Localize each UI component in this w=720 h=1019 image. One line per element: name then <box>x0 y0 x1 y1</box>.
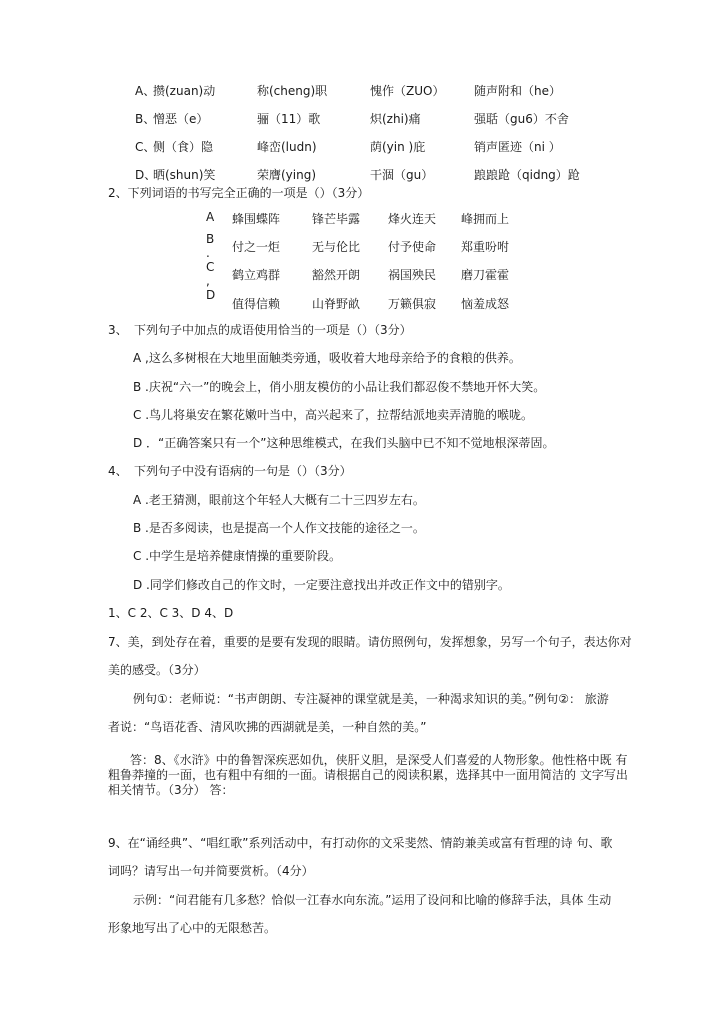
q2-letter-a: A <box>206 210 215 224</box>
q2-word: 值得信赖 <box>232 297 281 311</box>
q8-line3: 相关情节。（3分） 答： <box>108 783 234 797</box>
q2-word: 郑重吩咐 <box>461 240 510 254</box>
q1-d-label: D、 <box>135 168 157 182</box>
q4-stem: 下列句子中没有语病的一句是（）（3分） <box>134 464 352 478</box>
q2-word: 鹤立鸡群 <box>232 268 281 282</box>
q3-option-d: D ．“正确答案只有一个”这种思维模式，在我们头脑中已不知不觉地根深蒂固。 <box>133 436 555 450</box>
q4-option-c: C .中学生是培养健康情操的重要阶段。 <box>133 549 342 563</box>
q1-a-label: A、 <box>135 84 156 98</box>
q4-option-a: A .老王猜测，眼前这个年轻人大概有二十三四岁左右。 <box>133 493 425 507</box>
q2-word: 烽火连天 <box>388 212 437 226</box>
q2-word: 山脊野畝 <box>312 297 361 311</box>
q1-b-item3: 炽(zhi)痛 <box>370 112 421 126</box>
q9-line1: 9、在“诵经典”、“唱红歌”系列活动中，有打动你的文采斐然、情韵兼美或富有哲理的诗 句、歌 <box>108 836 613 850</box>
q2-word: 磨刀霍霍 <box>461 268 510 282</box>
q1-d-item4: 踉踉跄（qidng）跄 <box>474 168 580 182</box>
q3-option-a: A ,这么多树根在大地里面触类旁通，吸收着大地母亲给予的食粮的供养。 <box>133 351 521 365</box>
q1-c-item4: 销声匿迹（ni ） <box>474 140 561 154</box>
q3-option-b: B .庆祝“六一”的晚会上，俏小朋友模仿的小品让我们都忍俊不禁地开怀大笑。 <box>133 380 546 394</box>
q1-c-item3: 荫(yin )庇 <box>370 140 426 154</box>
q4-option-d: D .同学们修改自己的作文时，一定要注意找出并改正作文中的错别字。 <box>133 578 510 592</box>
q1-b-label: B、 <box>135 112 156 126</box>
q2-word: 峰拥而上 <box>461 212 510 226</box>
q2-letter-comma: , <box>206 274 210 288</box>
q9-line2: 词吗？请写出一句并简要赏析。（4分） <box>108 864 314 878</box>
q2-word: 恼羞成怒 <box>461 297 510 311</box>
q3-number: 3、 <box>108 323 128 337</box>
q4-option-b: B .是否多阅读，也是提高一个人作文技能的途径之一。 <box>133 521 425 535</box>
q3-stem: 下列句子中加点的成语使用恰当的一项是（）（3分） <box>134 323 412 337</box>
q1-a-item3: 愧作（ZUO） <box>370 84 445 98</box>
q1-b-item4: 强聒（gu6）不舍 <box>474 112 569 126</box>
q2-letter-d: D <box>206 288 216 302</box>
q2-letter-b: B <box>206 232 215 246</box>
q2-word: 无与伦比 <box>312 240 361 254</box>
q9-example2: 形象地写出了心中的无限愁苦。 <box>108 921 277 935</box>
q2-stem: 2、下列词语的书写完全正确的一项是（）（3分） <box>108 186 370 200</box>
q7-line1: 7、美，到处存在着，重要的是要有发现的眼睛。请仿照例句，发挥想象，另写一个句子，表达你对 <box>108 635 632 649</box>
q2-word: 付之一炬 <box>232 240 281 254</box>
q1-a-item1: 攒(zuan)动 <box>153 84 216 98</box>
q2-word: 蜂围蝶阵 <box>232 212 281 226</box>
q2-word: 祸国殃民 <box>388 268 437 282</box>
q1-a-item2: 称(cheng)职 <box>257 84 328 98</box>
q2-word: 付予使命 <box>388 240 437 254</box>
q8-line2: 粗鲁莽撞的一面，也有粗中有细的一面。请根据自己的阅读积累，选择其中一面用简洁的 文字写出 <box>108 768 628 782</box>
q2-word: 万籁俱寂 <box>388 297 437 311</box>
q7-example2: 者说：“鸟语花香、清风吹拂的西湖就是美，一种自然的美。” <box>108 720 427 734</box>
q2-word: 豁然开朗 <box>312 268 361 282</box>
answer-key: 1、C 2、C 3、D 4、D <box>108 606 234 620</box>
q1-c-item1: 侧（食）隐 <box>153 140 214 154</box>
q2-letter-c: C <box>206 260 215 274</box>
q3-option-c: C .鸟儿将巢安在繁花嫩叶当中，高兴起来了，拉帮结派地卖弄清脆的喉咙。 <box>133 408 534 422</box>
q2-letter-dot: . <box>206 246 210 260</box>
q1-b-item1: 憎恶（e） <box>153 112 209 126</box>
q9-example1: 示例：“问君能有几多愁？恰似一江春水向东流。”运用了设问和比喻的修辞手法，具体 生动 <box>133 893 612 907</box>
q1-d-item1: 晒(shun)笑 <box>153 168 216 182</box>
q1-d-item2: 荣膺(ying) <box>257 168 317 182</box>
q7-example1: 例句①：老师说：“书声朗朗、专注凝神的课堂就是美，一种渴求知识的美。”例句②： 旅游 <box>133 692 609 706</box>
q4-number: 4、 <box>108 464 128 478</box>
q1-c-item2: 峰峦(ludn) <box>257 140 317 154</box>
q1-b-item2: 骊（11）歌 <box>257 112 321 126</box>
q1-c-label: C、 <box>135 140 156 154</box>
q8-line1: 答：8、《水浒》中的鲁智深疾恶如仇，侠肝义胆，是深受人们喜爱的人物形象。他性格中既 有 <box>130 753 628 767</box>
q1-a-item4: 随声附和（he） <box>474 84 561 98</box>
q1-d-item3: 干涸（gu） <box>370 168 434 182</box>
q2-word: 锋芒毕露 <box>312 212 361 226</box>
q7-line2: 美的感受。（3分） <box>108 663 206 677</box>
